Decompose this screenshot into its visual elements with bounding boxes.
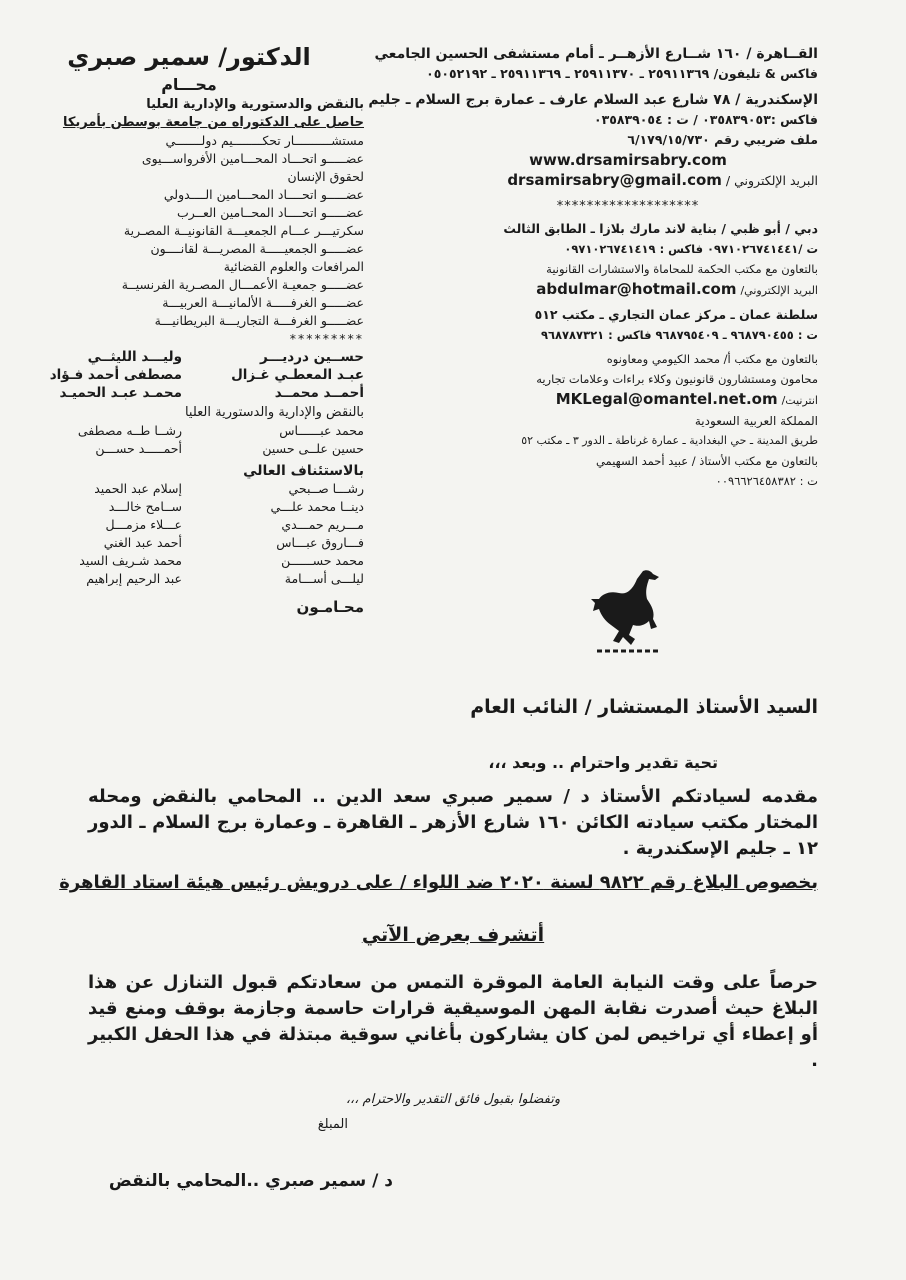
doctor-specialty: بالنقض والدستورية والإدارية العليا [146,97,364,112]
lawyer-name: ليلـــى أســـامة [284,571,364,586]
lawyer-name: مـــريم حمـــدي [281,517,364,532]
oman-coop-1: بالتعاون مع مكتب أ/ محمد الكيومي ومعاونوه [606,352,818,366]
doctor-phd: حاصل على الدكتوراه من جامعة بوسطن بأمريكا [62,115,364,130]
dubai-email-link[interactable]: abdulmar@hotmail.com [536,280,737,298]
lawyer-name: رشـــا صــبحي [288,481,364,496]
section-title: بالاستئناف العالي [243,463,364,479]
lawyer-name: فـــاروق عبـــاس [276,535,364,550]
email-link[interactable]: drsamirsabry@gmail.com [507,171,722,189]
section-heading: أتشرف بعرض الآتي [361,924,545,946]
lawyer-row [14,570,364,588]
partner-name: مصطفى أحمد فـؤاد [49,367,182,383]
tax-file: ملف ضريبي رقم ٦/١٧٩/١٥/٧٣٠ [627,132,818,147]
saudi-title: المملكة العربية السعودية [694,414,818,428]
role-item: عضـــــو اتحـــاد المحـــامين الأفرواســـيوى [141,151,364,166]
website-link[interactable]: www.drsamirsabry.com [529,151,727,169]
email-label: البريد الإلكتروني / [725,173,818,188]
role-item: المرافعات والعلوم القضائية [223,259,364,274]
lawyer-row [14,534,364,552]
lawyer-row [14,498,364,516]
dubai-coop: بالتعاون مع مكتب الحكمة للمحاماة والاستشارات القانونية [546,262,818,276]
lawyer-info [14,40,364,616]
cairo-address: القــاهرة / ١٦٠ شــارع الأزهــر ـ أمام مستشفى الحسين الجامعي [374,46,818,62]
doctor-title: محـــام [161,75,217,94]
lawyer-row [14,440,364,458]
signer-label: المبلغ [317,1117,348,1132]
main-paragraph: حرصاً على وقت النيابة العامة الموقرة التمس من سعادتكم قبول التنازل عن هذا البلاغ حيث أصدرت نقابة المهن الموسيقية قرارات حاسمة وجازمة بوقف ومنع قيد أو إعطاء أي تراخيص لمن كان يشاركون بأغاني سوقية مبتذلة في هذا الحفل الكبير . [88,972,818,1071]
oman-phones: ت : ٩٦٨٧٩٠٤٥٥ ـ ٩٦٨٧٩٥٤٠٩ فاكس : ٩٦٨٧٨٧٣٢١ [540,328,818,342]
addressee: السيد الأستاذ المستشار / النائب العام [470,696,818,718]
dubai-email-label: البريد الإلكتروني/ [740,284,818,297]
role-item: عضـــــو الغرفـــة التجاريـــة البريطانيـــة [154,313,364,328]
horse-logo [585,565,667,657]
partner-name: وليـــد الليثــي [87,349,182,365]
lawyer-name: أحمد عبد الغني [103,535,182,550]
closing-line: وتفضلوا بقبول فائق التقدير والاحترام ،،، [345,1092,561,1107]
partner-name: حســين درديـــر [260,349,364,365]
partner-name: محمـد عبـد الحميـد [59,385,182,401]
greeting: تحية تقدير واحترام .. وبعد ،،، [488,753,718,772]
signature: د / سمير صبري ..المحامي بالنقض [108,1171,393,1191]
partner-row [14,348,364,366]
lawyer-name: رشــا طــه مصطفى [77,423,182,438]
doctor-name: الدكتور/ سمير صبري [67,43,311,71]
role-item: عضـــــو اتحــــاد المحـــامين الــــدولي [163,187,364,202]
lawyer-row [14,422,364,440]
alex-phones: فاكس :٠٣٥٨٣٩٠٥٣ / ت : ٠٣٥٨٣٩٠٥٤ [593,112,818,127]
saudi-phone: ت : ٠٠٩٦٦٢٦٤٥٨٣٨٢ [715,474,818,488]
subject-line: بخصوص البلاغ رقم ٩٨٢٢ لسنة ٢٠٢٠ ضد اللواء / على درويش رئيس هيئة استاد القاهرة [59,872,818,893]
lawyer-row [14,552,364,570]
dubai-address: دبي / أبو ظبي / بناية لاند مارك بلازا ـ الطابق الثالث [503,221,818,236]
role-item: لحقوق الإنسان [287,169,364,184]
saudi-coop: بالتعاون مع مكتب الأستاذ / عبيد أحمد السهيمي [595,454,818,468]
partner-name: عبـد المعطـي غـزال [231,367,364,383]
role-item: عضـــــو اتحــــاد المحــامين العــرب [176,205,364,220]
role-item: مستشــــــــــار تحكــــــــيم دولـــــــي [165,133,364,148]
intro-paragraph: مقدمه لسيادتكم الأستاذ د / سمير صبري سعد الدين .. المحامي بالنقض ومحله المختار مكتب سيادته الكائن ١٦٠ شارع الأزهر ـ القاهرة ـ وعمارة برج السلام ـ الدور ١٢ ـ جليم الإسكندرية . [88,786,818,859]
oman-email-link[interactable]: MKLegal@omantel.net.om [555,390,778,408]
separator-stars: ******************* [556,199,700,214]
lawyer-row [14,480,364,498]
oman-net-label: انترنيت/ [781,394,818,407]
alex-address: الإسكندرية / ٧٨ شارع عبد السلام عارف ـ عمارة برج السلام ـ جليم [368,92,818,108]
partner-row [14,384,364,402]
lawyer-name: محمد شـريف السيد [79,553,182,568]
lawyers-footer: محـامـون [296,598,364,616]
role-item: عضـــــو الغرفـــــة الألمانيـــة العربيـــة [162,295,364,310]
saudi-address: طريق المدينة ـ حي البغدادية ـ عمارة غرناطة ـ الدور ٣ ـ مكتب ٥٢ [521,434,818,447]
oman-address: سلطنة عمان ـ مركز عمان التجاري ـ مكتب ٥١٢ [534,307,818,322]
section-title: بالنقض والإدارية والدستورية العليا [184,405,364,420]
lawyer-name: محمد حســــــن [281,553,364,568]
separator-stars: ********* [289,331,364,346]
dubai-phones: ت /٠٩٧١٠٢٦٧٤١٤٤١ فاكس : ٠٩٧١٠٢٦٧٤١٤١٩ [564,242,818,256]
oman-coop-2: محامون ومستشارون قانونيون وكلاء براءات وعلامات تجاريه [536,372,818,386]
cairo-phones: فاكس & تليفون/ ٢٥٩١١٣٦٩ ـ ٢٥٩١١٣٧٠ ـ ٢٥٩١١٣٦٩ ـ ٠٥٠٥٢١٩٢ [426,66,818,81]
lawyer-name: ســامح خالـــد [108,499,182,514]
lawyer-row [14,516,364,534]
lawyer-name: محمد عبــــــاس [279,423,364,438]
partner-name: أحمــد محمــد [274,385,364,401]
lawyer-name: حسين علــى حسين [262,441,364,456]
lawyer-name: عـــلاء مزمـــل [105,517,182,532]
lawyer-name: إسلام عبد الحميد [94,481,182,496]
lawyer-name: أحمـــــد حســـن [95,441,182,456]
role-item: عضـــــو جمعيـة الأعمـــال المصـرية الفرنسيــة [121,277,364,292]
lawyer-name: دينــا محمد علـــي [270,499,364,514]
role-item: عضـــــو الجمعيـــــة المصريـــة لقانــــون [150,241,364,256]
office-addresses [368,44,818,491]
lawyer-name: عبد الرحيم إبراهيم [86,571,182,586]
partner-row [14,366,364,384]
role-item: سكرتيـــر عـــام الجمعيـــة القانونيــة المصـرية [123,223,364,238]
letter-body [59,692,818,1196]
